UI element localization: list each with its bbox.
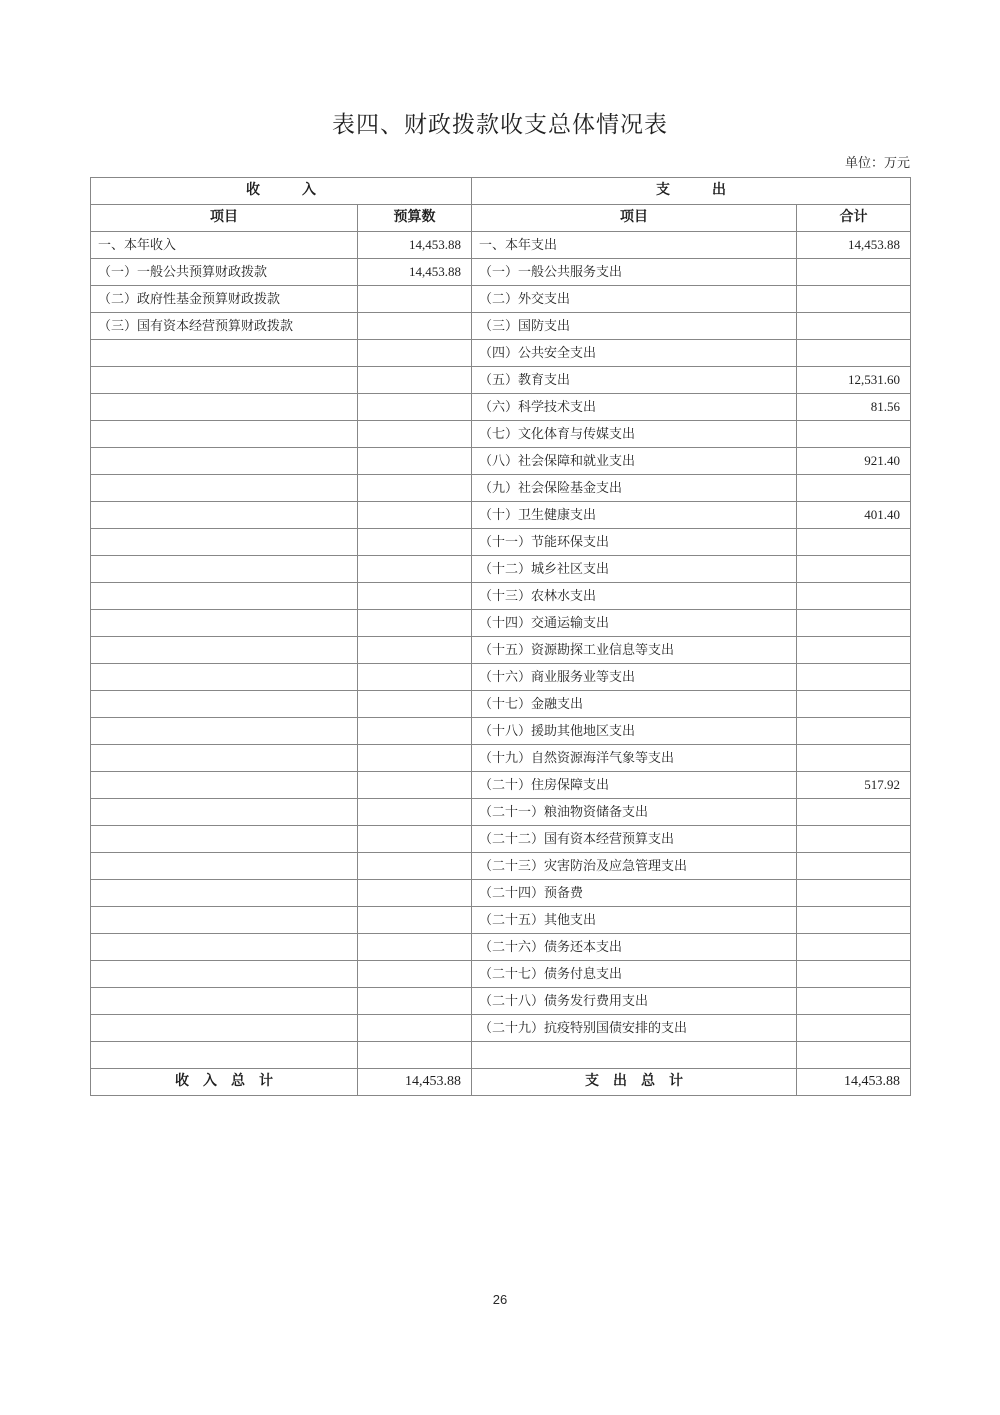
expense-value-cell: 517.92 (797, 772, 911, 799)
expense-value-cell (797, 556, 911, 583)
unit-label: 单位：万元 (844, 155, 910, 170)
table-row (91, 718, 911, 745)
expense-section-header: 支 出 (472, 178, 911, 205)
expense-total-column-header: 合计 (797, 205, 911, 232)
expense-item-cell: （十二）城乡社区支出 (472, 556, 797, 583)
income-value-cell (358, 1042, 472, 1069)
expense-value-cell (797, 664, 911, 691)
income-item-cell (91, 772, 358, 799)
budget-table (90, 177, 911, 1096)
income-value-cell (358, 961, 472, 988)
table-row (91, 1042, 911, 1069)
table-row (91, 421, 911, 448)
expense-value-cell: 921.40 (797, 448, 911, 475)
income-value-cell (358, 1015, 472, 1042)
expense-value-cell (797, 610, 911, 637)
expense-item-cell: （十六）商业服务业等支出 (472, 664, 797, 691)
table-row (91, 232, 911, 259)
income-item-cell (91, 502, 358, 529)
table-row (91, 313, 911, 340)
expense-value-cell (797, 907, 911, 934)
expense-item-cell: （十八）援助其他地区支出 (472, 718, 797, 745)
expense-value-cell (797, 853, 911, 880)
income-item-cell (91, 907, 358, 934)
expense-item-cell: （二十）住房保障支出 (472, 772, 797, 799)
income-item-cell (91, 664, 358, 691)
income-value-cell (358, 934, 472, 961)
expense-item-cell: （六）科学技术支出 (472, 394, 797, 421)
expense-value-cell: 401.40 (797, 502, 911, 529)
income-total-label: 收 入 总 计 (91, 1069, 358, 1096)
expense-value-cell (797, 259, 911, 286)
total-row (91, 1069, 911, 1096)
table-row (91, 988, 911, 1015)
income-value-cell (358, 340, 472, 367)
income-item-cell (91, 421, 358, 448)
expense-item-cell: （三）国防支出 (472, 313, 797, 340)
expense-item-cell: （一）一般公共服务支出 (472, 259, 797, 286)
income-item-cell: 一、本年收入 (91, 232, 358, 259)
income-value-cell (358, 610, 472, 637)
income-item-column-header: 项目 (91, 205, 358, 232)
income-value-cell (358, 772, 472, 799)
expense-total-value: 14,453.88 (797, 1069, 911, 1096)
expense-value-cell (797, 475, 911, 502)
income-value-cell (358, 637, 472, 664)
table-row (91, 907, 911, 934)
income-item-cell (91, 448, 358, 475)
table-row (91, 556, 911, 583)
income-value-cell (358, 988, 472, 1015)
income-value-cell: 14,453.88 (358, 259, 472, 286)
expense-value-cell (797, 934, 911, 961)
expense-value-cell (797, 421, 911, 448)
income-section-header: 收 入 (91, 178, 472, 205)
expense-value-cell: 12,531.60 (797, 367, 911, 394)
expense-total-label: 支 出 总 计 (472, 1069, 797, 1096)
income-value-cell (358, 502, 472, 529)
income-item-cell (91, 1042, 358, 1069)
income-value-cell (358, 421, 472, 448)
expense-value-cell (797, 637, 911, 664)
table-row (91, 691, 911, 718)
income-value-cell (358, 799, 472, 826)
expense-item-cell: （二十二）国有资本经营预算支出 (472, 826, 797, 853)
table-row (91, 880, 911, 907)
income-value-cell (358, 691, 472, 718)
table-row (91, 853, 911, 880)
income-item-cell (91, 799, 358, 826)
income-item-cell (91, 718, 358, 745)
expense-item-cell: （二十一）粮油物资储备支出 (472, 799, 797, 826)
expense-item-cell: （二十六）债务还本支出 (472, 934, 797, 961)
income-item-cell (91, 853, 358, 880)
expense-value-cell (797, 583, 911, 610)
income-budget-column-header: 预算数 (358, 205, 472, 232)
expense-value-cell (797, 313, 911, 340)
table-row (91, 394, 911, 421)
expense-item-cell: （九）社会保险基金支出 (472, 475, 797, 502)
table-row (91, 772, 911, 799)
income-value-cell (358, 853, 472, 880)
income-value-cell (358, 529, 472, 556)
expense-item-cell: （二十八）债务发行费用支出 (472, 988, 797, 1015)
income-value-cell (358, 367, 472, 394)
income-item-cell: （二）政府性基金预算财政拨款 (91, 286, 358, 313)
income-value-cell (358, 826, 472, 853)
income-item-cell (91, 880, 358, 907)
income-value-cell (358, 907, 472, 934)
expense-value-cell (797, 826, 911, 853)
income-item-cell (91, 556, 358, 583)
expense-item-cell: （二十五）其他支出 (472, 907, 797, 934)
table-area (90, 152, 910, 1096)
income-item-cell (91, 529, 358, 556)
table-row (91, 1015, 911, 1042)
table-row (91, 826, 911, 853)
income-value-cell (358, 313, 472, 340)
income-item-cell (91, 610, 358, 637)
table-row (91, 286, 911, 313)
expense-item-cell: （二十七）债务付息支出 (472, 961, 797, 988)
income-value-cell (358, 718, 472, 745)
page-number: 26 (492, 1292, 508, 1307)
expense-value-cell (797, 1042, 911, 1069)
expense-item-cell: （二）外交支出 (472, 286, 797, 313)
expense-value-cell: 81.56 (797, 394, 911, 421)
income-item-cell (91, 691, 358, 718)
table-row (91, 610, 911, 637)
table-row (91, 259, 911, 286)
income-value-cell (358, 475, 472, 502)
income-item-cell (91, 988, 358, 1015)
expense-item-cell: （四）公共安全支出 (472, 340, 797, 367)
expense-item-cell: （八）社会保障和就业支出 (472, 448, 797, 475)
table-row (91, 340, 911, 367)
expense-value-cell (797, 529, 911, 556)
expense-item-cell: （十）卫生健康支出 (472, 502, 797, 529)
income-item-cell (91, 394, 358, 421)
page-title: 表四、财政拨款收支总体情况表 (332, 112, 668, 137)
income-item-cell (91, 745, 358, 772)
income-item-cell: （一）一般公共预算财政拨款 (91, 259, 358, 286)
expense-item-cell: （七）文化体育与传媒支出 (472, 421, 797, 448)
income-item-cell (91, 583, 358, 610)
table-row (91, 637, 911, 664)
table-row (91, 448, 911, 475)
income-item-cell (91, 637, 358, 664)
income-item-cell (91, 475, 358, 502)
income-item-cell (91, 340, 358, 367)
expense-item-cell: （十七）金融支出 (472, 691, 797, 718)
income-value-cell (358, 745, 472, 772)
income-value-cell (358, 394, 472, 421)
income-total-value: 14,453.88 (358, 1069, 472, 1096)
expense-item-cell: （十五）资源勘探工业信息等支出 (472, 637, 797, 664)
table-row (91, 583, 911, 610)
expense-item-cell: （五）教育支出 (472, 367, 797, 394)
expense-item-cell: （二十九）抗疫特别国债安排的支出 (472, 1015, 797, 1042)
table-row (91, 367, 911, 394)
income-value-cell (358, 583, 472, 610)
expense-value-cell (797, 961, 911, 988)
expense-item-cell (472, 1042, 797, 1069)
table-row (91, 934, 911, 961)
table-row (91, 664, 911, 691)
expense-value-cell (797, 1015, 911, 1042)
table-row (91, 799, 911, 826)
income-value-cell (358, 286, 472, 313)
section-header-row (91, 178, 911, 205)
income-value-cell: 14,453.88 (358, 232, 472, 259)
table-row (91, 745, 911, 772)
income-item-cell: （三）国有资本经营预算财政拨款 (91, 313, 358, 340)
expense-value-cell (797, 799, 911, 826)
income-item-cell (91, 961, 358, 988)
expense-item-cell: （二十三）灾害防治及应急管理支出 (472, 853, 797, 880)
income-value-cell (358, 664, 472, 691)
expense-value-cell (797, 691, 911, 718)
expense-value-cell (797, 745, 911, 772)
expense-item-column-header: 项目 (472, 205, 797, 232)
expense-item-cell: 一、本年支出 (472, 232, 797, 259)
income-value-cell (358, 880, 472, 907)
table-row (91, 502, 911, 529)
expense-value-cell (797, 988, 911, 1015)
expense-item-cell: （十九）自然资源海洋气象等支出 (472, 745, 797, 772)
table-body (91, 232, 911, 1069)
expense-value-cell (797, 880, 911, 907)
expense-value-cell (797, 340, 911, 367)
column-header-row (91, 205, 911, 232)
expense-value-cell (797, 286, 911, 313)
income-value-cell (358, 556, 472, 583)
income-item-cell (91, 826, 358, 853)
expense-item-cell: （十四）交通运输支出 (472, 610, 797, 637)
income-item-cell (91, 1015, 358, 1042)
table-row (91, 961, 911, 988)
income-item-cell (91, 367, 358, 394)
table-row (91, 475, 911, 502)
expense-item-cell: （十一）节能环保支出 (472, 529, 797, 556)
expense-value-cell (797, 718, 911, 745)
expense-item-cell: （十三）农林水支出 (472, 583, 797, 610)
expense-value-cell: 14,453.88 (797, 232, 911, 259)
income-value-cell (358, 448, 472, 475)
expense-item-cell: （二十四）预备费 (472, 880, 797, 907)
income-item-cell (91, 934, 358, 961)
table-row (91, 529, 911, 556)
